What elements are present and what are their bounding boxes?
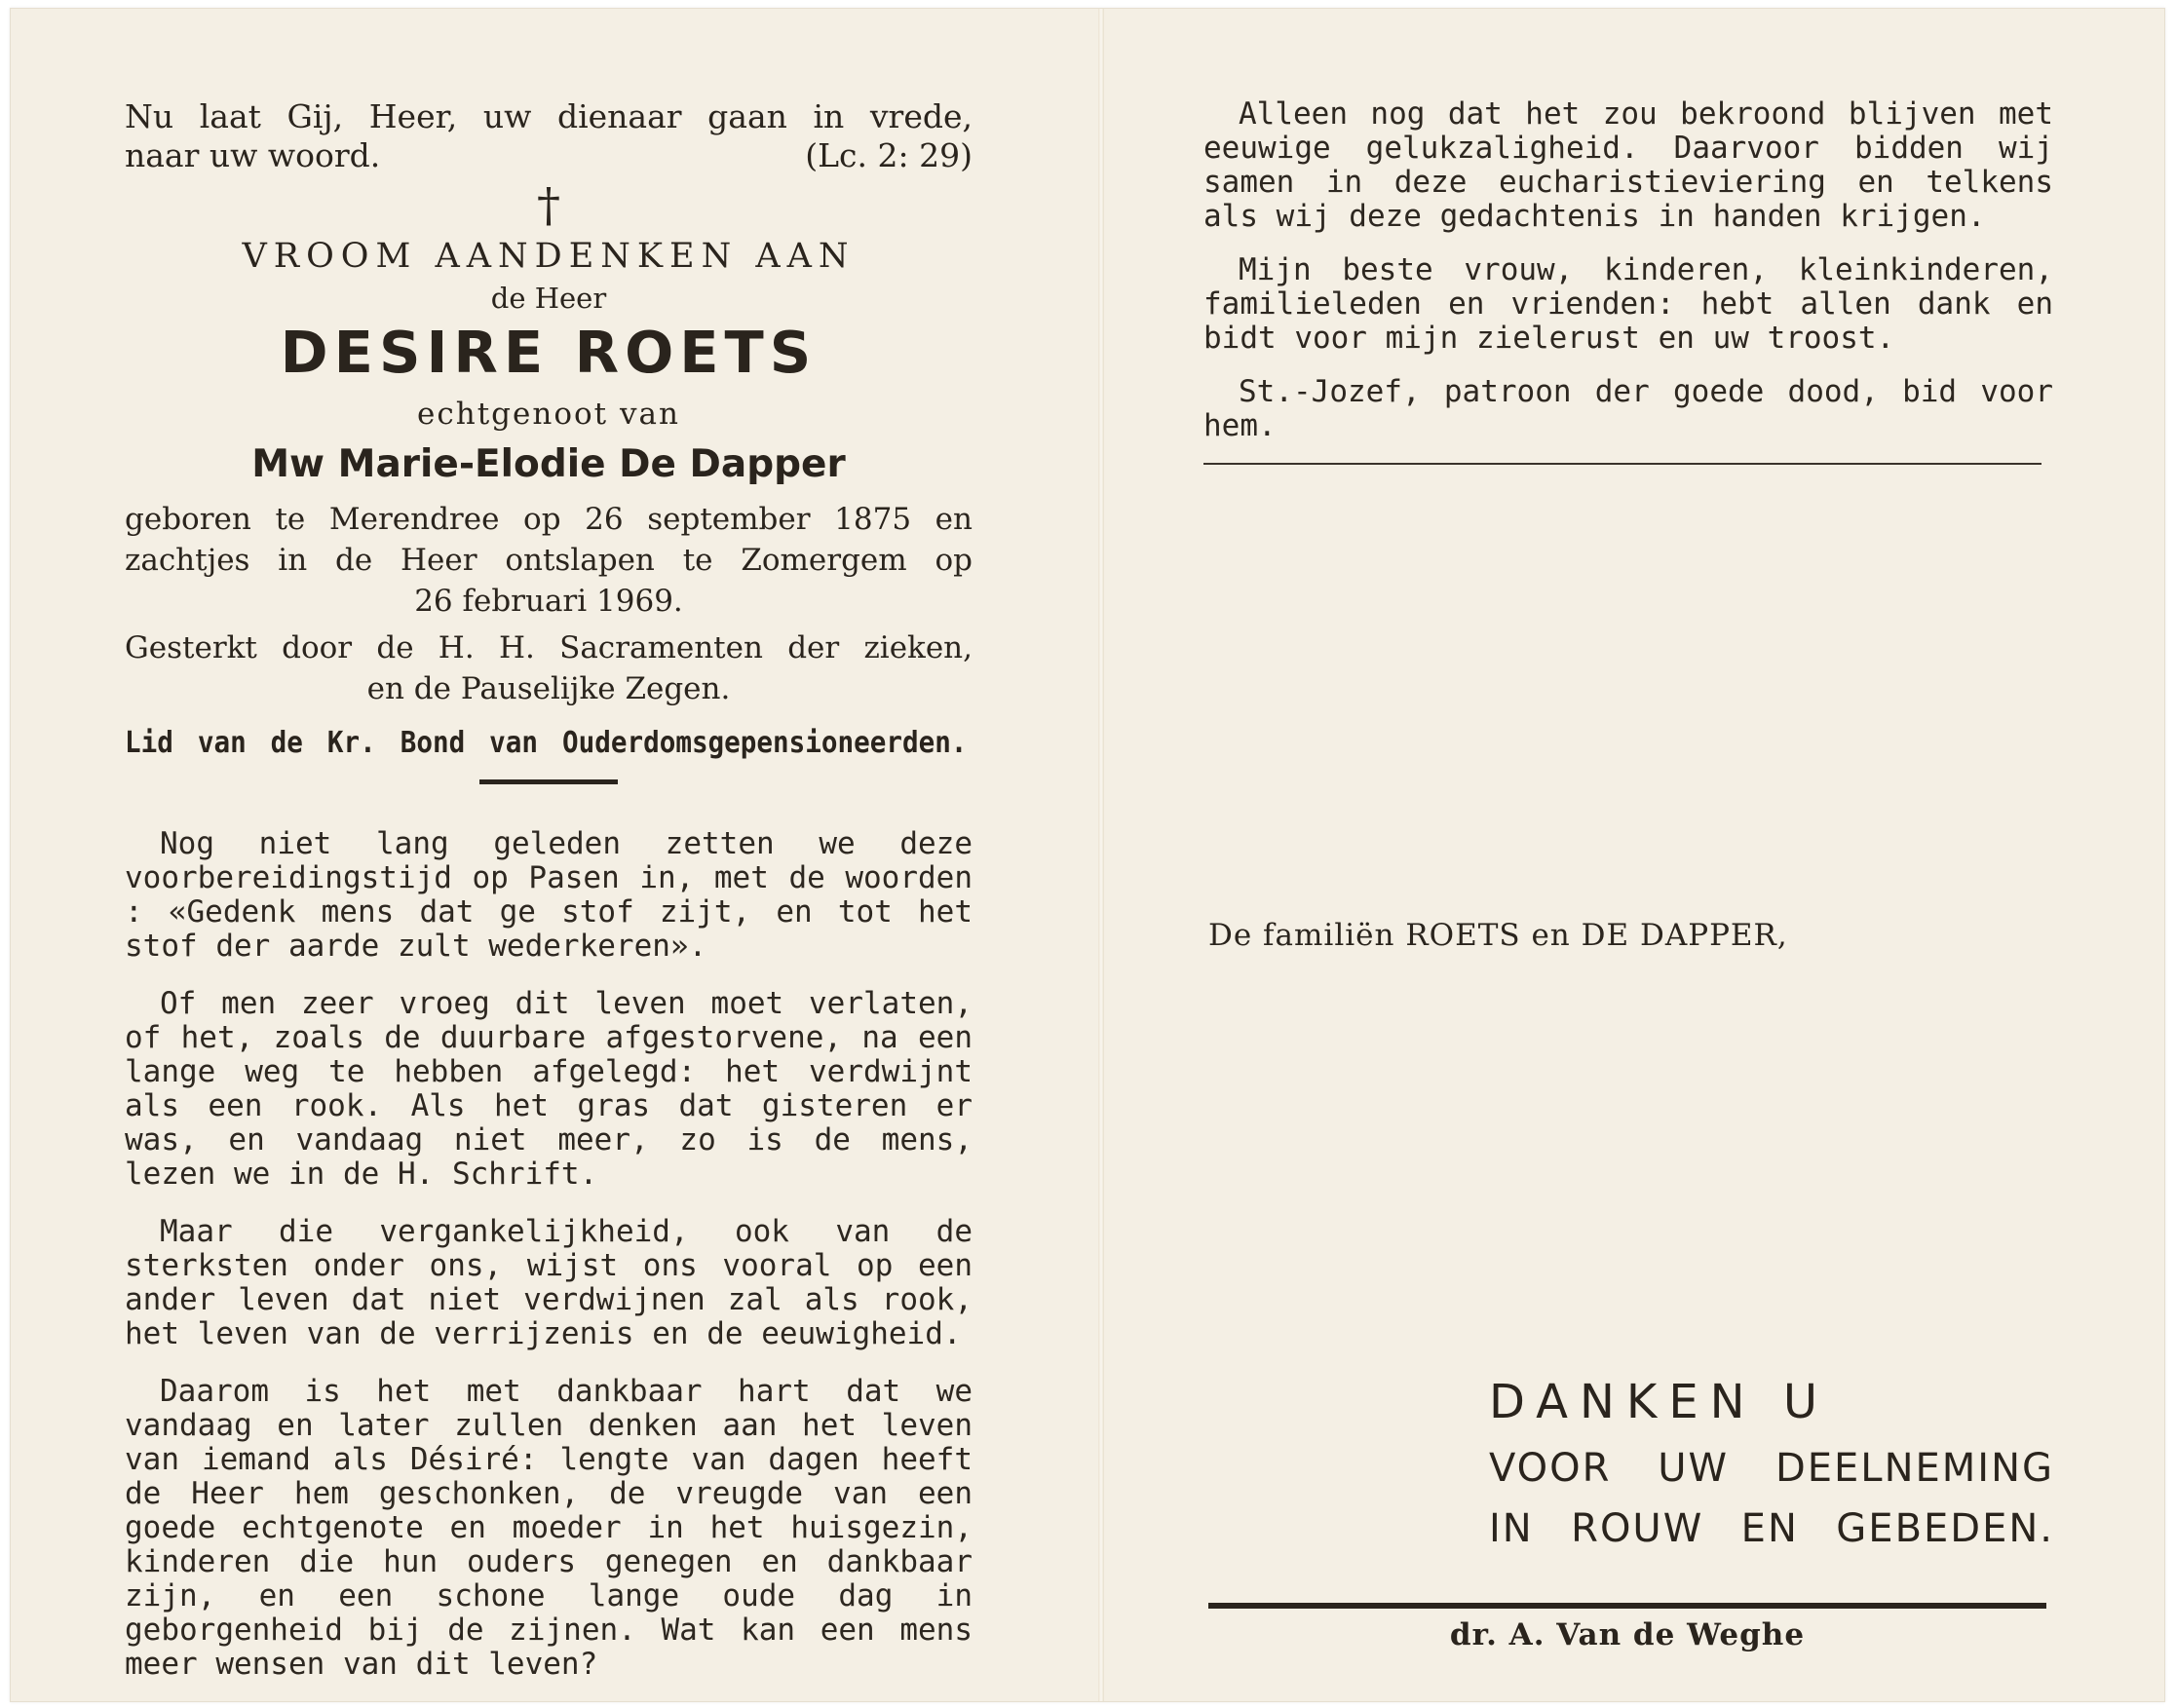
life-dates [125,499,973,622]
bottom-rule [1208,1603,2046,1609]
divider [479,779,618,784]
sacraments [125,627,973,709]
thanks-line-2: IN ROUW EN GEBEDEN. [1489,1506,2054,1551]
printer-credit: dr. A. Van de Weghe [1449,1617,1806,1652]
left-panel [125,97,973,1705]
born-line-3: 26 februari 1969. [414,584,683,619]
cross-icon: † [537,178,560,233]
paragraph: Maar die vergankelijkheid, ook van de sterksten onder ons, wijst ons vooral op een ander leven dat niet verdwijnen zal als rook, het leven van de verrijzenis en de eeuwigheid. [125,1214,973,1351]
sacraments-line-2: en de Pauselijke Zegen. [366,671,731,706]
membership: Lid van de Kr. Bond van Ouderdomsgepensioneerden. [125,726,968,760]
spouse-name: Mw Marie-Elodie De Dapper [251,442,846,486]
paragraph: Alleen nog dat het zou bekroond blijven met eeuwige gelukzaligheid. Daarvoor bidden wij samen in deze eucharistieviering en telkens als wij deze gedachtenis in handen krijgen. [1203,96,2053,234]
quote-line-2: naar uw woord. [125,136,381,174]
thanks-block [1489,1366,2054,1559]
quote-line-2-row [125,136,973,175]
card-fold [1098,9,1104,1701]
bible-quote [125,97,973,175]
paragraph: Nog niet lang geleden zetten we deze voorbereidingstijd op Pasen in, met de woorden : «Gedenk mens dat ge stof zijt, en tot het stof der aarde zult wederkeren». [125,826,973,964]
deceased-name: DESIRE ROETS [280,319,818,386]
paragraph: Daarom is het met dankbaar hart dat we vandaag en later zullen denken aan het leven van iemand als Désiré: lengte van dagen heeft de Heer hem geschonken, de vreugde van een goede echtgenote en moeder in het huisgezin, kinderen die hun ouders genegen en dankbaar zijn, en een schone lange oude dag in geborgenheid bij de zijnen. Wat kan een mens meer wensen van dit leven? [125,1374,973,1682]
paragraph: St.-Jozef, patroon der goede dood, bid voor hem. [1203,374,2053,443]
thanks-line-1: VOOR UW DEELNEMING [1489,1446,2054,1491]
divider [1203,463,2041,465]
left-body-text [125,827,973,1682]
born-line-2: zachtjes in de Heer ontslapen te Zomergem op [125,543,973,578]
heading: VROOM AANDENKEN AAN [242,237,856,276]
quote-line-1: Nu laat Gij, Heer, uw dienaar gaan in vrede, [125,97,973,135]
paragraph: Of men zeer vroeg dit leven moet verlaten, of het, zoals de duurbare afgestorvene, na een lange weg te hebben afgelegd: het verdwijnt als een rook. Als het gras dat gisteren er was, en vandaag niet meer, zo is de mens, lezen we in de H. Schrift. [125,986,973,1192]
title: de Heer [490,282,607,315]
quote-reference: (Lc. 2: 29) [805,136,973,174]
right-body-text [1203,97,2053,443]
thanks-title: DANKEN U [1489,1375,1829,1429]
born-line-1: geboren te Merendree op 26 september 1875 en [125,502,973,537]
family-signature: De familiën ROETS en DE DAPPER, [1208,918,1788,953]
paragraph: Mijn beste vrouw, kinderen, kleinkinderen, familieleden en vrienden: hebt allen dank en bidt voor mijn zielerust en uw troost. [1203,252,2053,356]
right-panel [1203,97,2053,465]
spouse-label: echtgenoot van [417,397,680,432]
sacraments-line-1: Gesterkt door de H. H. Sacramenten der zieken, [125,630,973,665]
